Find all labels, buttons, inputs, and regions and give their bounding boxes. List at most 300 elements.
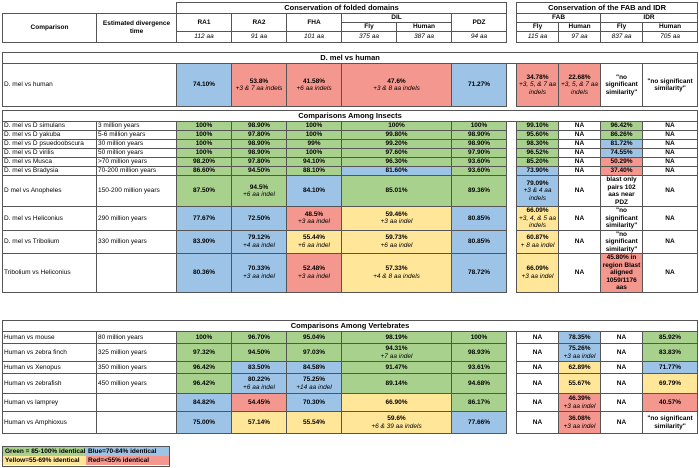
indel-note: +3 aa indel xyxy=(380,218,413,226)
cell-value: 94.50% xyxy=(247,348,271,356)
cell-value: 73.90% xyxy=(526,167,549,175)
row-divergence xyxy=(97,254,177,293)
cell-pdz xyxy=(452,158,507,167)
cell-fha xyxy=(287,344,342,362)
cell-value: 69.79% xyxy=(658,379,682,387)
cell-value: 97.03% xyxy=(302,348,326,356)
cell-ra1 xyxy=(177,131,232,140)
row-divergence: 150-200 million years xyxy=(97,176,177,207)
cell-value: NA xyxy=(532,418,543,426)
cell-value: 100% xyxy=(305,122,323,130)
cell-value: 100% xyxy=(195,140,213,148)
cell-value: 96.42% xyxy=(192,363,216,371)
cell-idr-fly xyxy=(601,254,643,293)
table-row xyxy=(3,140,698,149)
cell-pdz xyxy=(452,176,507,207)
cell-value: 97.80% xyxy=(247,131,271,139)
table-row xyxy=(3,332,698,344)
cell-value: 100% xyxy=(195,131,213,139)
cell-pdz xyxy=(452,412,507,434)
idr-fly-header: Fly xyxy=(601,23,643,32)
cell-ra2 xyxy=(232,344,287,362)
cell-value: 72.50% xyxy=(247,214,271,222)
cell-ra2 xyxy=(232,140,287,149)
cell-value: 86.17% xyxy=(467,398,491,406)
cell-value: 80.85% xyxy=(467,238,491,245)
cell-value: NA xyxy=(574,238,585,245)
cell-pdz xyxy=(452,167,507,176)
cell-idr-human xyxy=(643,230,698,254)
cell-value: 84.10% xyxy=(302,187,326,195)
cell-fab-fly xyxy=(517,362,559,374)
table-row xyxy=(3,230,698,254)
row-label: D. mel vs Bradysia xyxy=(3,167,97,176)
cell-idr-human xyxy=(643,176,698,207)
cell-fab-fly xyxy=(517,122,559,131)
cell-value: 78.72% xyxy=(467,269,491,276)
cell-pdz xyxy=(452,362,507,374)
row-label: Human vs zebrafish xyxy=(3,374,97,394)
cell-ra2 xyxy=(232,254,287,293)
cell-ra2 xyxy=(232,230,287,254)
row-divergence: 325 million years xyxy=(97,344,177,362)
table-row xyxy=(3,207,698,231)
cell-dil xyxy=(342,149,452,158)
cell-value: 100% xyxy=(388,122,405,130)
cell-fab-fly xyxy=(517,131,559,140)
cell-dil xyxy=(342,394,452,412)
cell-ra1 xyxy=(177,149,232,158)
cell-pdz xyxy=(452,131,507,140)
cell-value: 62.89% xyxy=(568,363,591,371)
cell-ra1 xyxy=(177,230,232,254)
cell-ra1 xyxy=(177,122,232,131)
cell-value: NA xyxy=(574,167,585,175)
cell-value: 87.50% xyxy=(192,187,216,195)
indel-note: +6 aa indel xyxy=(298,241,330,249)
cell-fab-human xyxy=(559,64,601,107)
cell-fha xyxy=(287,167,342,176)
fab-fly-header: Fly xyxy=(517,23,559,32)
cell-fab-fly xyxy=(517,412,559,434)
cell-fab-fly xyxy=(517,167,559,176)
cell-ra2 xyxy=(232,207,287,231)
cell-ra2 xyxy=(232,122,287,131)
cell-fha xyxy=(287,332,342,344)
cell-idr-human: "no significant similarity" xyxy=(643,64,698,107)
cell-value: 98.90% xyxy=(467,140,491,148)
cell-value: blast only pairs 102 aas near PDZ xyxy=(606,176,637,206)
cell-idr-human xyxy=(643,158,698,167)
row-divergence: 50 million years xyxy=(97,149,177,158)
table-row xyxy=(3,167,698,176)
cell-dil xyxy=(342,362,452,374)
cell-value: 96.30% xyxy=(385,158,408,166)
row-label: D. mel vs Heliconius xyxy=(3,207,97,231)
cell-idr-human xyxy=(643,362,698,374)
cell-value: 59.73% xyxy=(385,234,408,242)
cell-idr-fly xyxy=(601,167,643,176)
cell-fab-fly xyxy=(517,149,559,158)
cell-dil xyxy=(342,332,452,344)
cell-fab-human xyxy=(559,394,601,412)
row-divergence: 350 million years xyxy=(97,362,177,374)
cell-value: NA xyxy=(574,269,585,276)
cell-value: 88.10% xyxy=(302,167,326,175)
cell-value: 94.50% xyxy=(247,167,271,175)
cell-fha xyxy=(287,158,342,167)
cell-value: 99.80% xyxy=(385,131,408,139)
insects-table xyxy=(2,110,698,293)
section-title: Comparisons Among Vertebrates xyxy=(3,321,698,332)
legend-red: Red=<55% identical xyxy=(86,456,169,465)
cell-value: 83.50% xyxy=(247,363,271,371)
fab-human-length: 97 aa xyxy=(559,31,601,42)
fab-fly-length: 115 aa xyxy=(517,31,559,42)
indel-note: +3 aa indel xyxy=(563,402,596,410)
cell-value: NA xyxy=(665,238,675,245)
cell-dil xyxy=(342,374,452,394)
dmel-human-table xyxy=(2,52,698,107)
cell-ra1 xyxy=(177,167,232,176)
cell-value: 74.55% xyxy=(610,149,633,157)
cell-pdz xyxy=(452,344,507,362)
cell-value: 71.77% xyxy=(658,363,682,371)
cell-idr-human xyxy=(643,131,698,140)
cell-pdz xyxy=(452,140,507,149)
cell-value: 96.52% xyxy=(526,149,549,157)
cell-idr-fly xyxy=(601,149,643,158)
cell-value: 95.04% xyxy=(302,333,326,341)
cell-value: 59.46% xyxy=(385,210,408,218)
comparison-header: Comparison xyxy=(3,14,97,43)
indel-note: +6 aa indels xyxy=(296,85,332,92)
cell-fab-human xyxy=(559,167,601,176)
fab-human-header: Human xyxy=(559,23,601,32)
table-row xyxy=(3,394,698,412)
cell-value: NA xyxy=(532,398,543,406)
row-divergence xyxy=(97,412,177,434)
cell-value: 53.8% xyxy=(249,77,269,85)
cell-value: NA xyxy=(616,418,627,426)
cell-idr-fly xyxy=(601,344,643,362)
row-label: D. mel vs D simulans xyxy=(3,122,97,131)
cell-ra1 xyxy=(177,158,232,167)
cell-pdz xyxy=(452,122,507,131)
cell-dil xyxy=(342,412,452,434)
divergence-header: Estimated divergence time xyxy=(97,14,177,43)
cell-fab-fly xyxy=(517,64,559,107)
row-divergence: 450 million years xyxy=(97,374,177,394)
cell-value: 100% xyxy=(195,122,213,130)
cell-idr-fly xyxy=(601,176,643,207)
cell-value: 41.58% xyxy=(302,77,326,85)
cell-value: 84.58% xyxy=(302,363,326,371)
cell-idr-human xyxy=(643,167,698,176)
vertebrates-table xyxy=(2,320,698,434)
table-row xyxy=(3,374,698,394)
cell-value: 98.90% xyxy=(247,149,271,157)
col-idr: IDR xyxy=(601,14,698,23)
cell-ra2 xyxy=(232,394,287,412)
table-row xyxy=(3,412,698,434)
cell-value: 81.60% xyxy=(385,167,408,175)
cell-value: 48.5% xyxy=(304,210,324,218)
ra2-length: 91 aa xyxy=(232,31,287,42)
cell-value: 77.67% xyxy=(192,214,216,222)
cell-value: 60.87% xyxy=(526,234,549,242)
cell-fha xyxy=(287,176,342,207)
indel-note: +3, 5, & 7 aa indels xyxy=(560,81,599,96)
cell-value: 81.72% xyxy=(610,140,633,148)
cell-value: 98.19% xyxy=(385,333,408,341)
cell-value: NA xyxy=(616,363,627,371)
indel-note: +7 aa indel xyxy=(380,352,413,360)
cell-value: 22.68% xyxy=(568,73,591,81)
cell-value: NA xyxy=(532,348,543,356)
cell-dil xyxy=(342,230,452,254)
cell-value: 100% xyxy=(470,122,488,130)
cell-pdz xyxy=(452,374,507,394)
legend-blue: Blue=70-84% identical xyxy=(86,447,169,456)
cell-value: NA xyxy=(665,214,675,222)
cell-value: 80.36% xyxy=(192,269,216,276)
cell-value: 52.48% xyxy=(302,265,326,273)
cell-idr-human xyxy=(643,332,698,344)
cell-ra1: 74.10% xyxy=(177,64,232,107)
indel-note: +14 aa indel xyxy=(296,383,332,391)
cell-value: 83.83% xyxy=(658,348,682,356)
row-label: Human vs mouse xyxy=(3,332,97,344)
cell-value: NA xyxy=(665,167,675,175)
col-fab: FAB xyxy=(517,14,601,23)
cell-value: 99.20% xyxy=(385,140,408,148)
cell-ra1 xyxy=(177,412,232,434)
cell-fab-human xyxy=(559,158,601,167)
row-divergence: 5-6 million years xyxy=(97,131,177,140)
cell-dil xyxy=(342,158,452,167)
cell-value: 57.33% xyxy=(385,265,408,273)
cell-value: 75.26% xyxy=(568,345,591,352)
cell-value: 77.66% xyxy=(467,418,491,426)
cell-value: NA xyxy=(574,187,585,195)
table-row xyxy=(3,362,698,374)
cell-value: 46.39% xyxy=(568,395,591,402)
indel-note: +6 aa indel xyxy=(243,191,275,198)
cell-value: NA xyxy=(532,379,543,387)
cell-value: 97.60% xyxy=(385,149,408,157)
cell-value: 98.90% xyxy=(467,131,491,139)
cell-value: NA xyxy=(665,149,675,157)
cell-value: "no significant similarity" xyxy=(605,207,638,229)
cell-value: NA xyxy=(665,131,675,139)
cell-idr-fly xyxy=(601,332,643,344)
cell-fab-human xyxy=(559,149,601,158)
cell-dil xyxy=(342,344,452,362)
fab-idr-title: Conservation of the FAB and IDR xyxy=(517,3,698,14)
cell-value: NA xyxy=(665,269,675,276)
cell-ra1 xyxy=(177,140,232,149)
cell-value: 98.20% xyxy=(192,158,216,166)
indel-note: +3, 5, & 7 aa indels xyxy=(518,81,557,96)
cell-fha xyxy=(287,374,342,394)
cell-value: 55.44% xyxy=(302,234,326,242)
cell-idr-fly xyxy=(601,230,643,254)
indel-note: +3 & 7 aa indels xyxy=(235,85,283,92)
cell-value: 89.36% xyxy=(467,187,491,195)
cell-fha xyxy=(287,362,342,374)
cell-fab-human xyxy=(559,362,601,374)
cell-ra2 xyxy=(232,374,287,394)
cell-ra2 xyxy=(232,332,287,344)
cell-pdz xyxy=(452,230,507,254)
cell-value: 96.70% xyxy=(247,333,271,341)
cell-idr-fly xyxy=(601,122,643,131)
cell-value: 93.60% xyxy=(467,158,491,166)
row-label: Human vs Xenopus xyxy=(3,362,97,374)
cell-idr-human xyxy=(643,412,698,434)
row-label: Human vs Amphioxus xyxy=(3,412,97,434)
cell-value: NA xyxy=(616,398,627,406)
indel-note: +3 aa indel xyxy=(563,352,596,360)
cell-fha xyxy=(287,131,342,140)
row-label: D. mel vs D yakuba xyxy=(3,131,97,140)
cell-fha xyxy=(287,394,342,412)
cell-ra2 xyxy=(232,131,287,140)
table-row xyxy=(3,122,698,131)
table-row xyxy=(3,131,698,140)
indel-note: +4 & 8 aa indels xyxy=(373,272,420,280)
cell-value: "no significant similarity" xyxy=(647,415,693,430)
cell-value: 36.08% xyxy=(568,415,591,422)
cell-value: 98.90% xyxy=(247,140,271,148)
cell-fab-fly xyxy=(517,140,559,149)
cell-value: 45.80% in region Blast aligned 1059/1176 aas xyxy=(602,254,641,291)
cell-fab-fly xyxy=(517,158,559,167)
cell-value: 79.12% xyxy=(247,234,271,242)
cell-dil xyxy=(342,64,452,107)
cell-value: NA xyxy=(665,122,675,130)
cell-value: 98.90% xyxy=(247,122,271,130)
dil-human-length: 387 aa xyxy=(397,31,452,42)
cell-value: 98.30% xyxy=(526,140,549,148)
cell-value: "no significant similarity" xyxy=(605,230,638,253)
cell-pdz xyxy=(452,207,507,231)
row-divergence: 80 million years xyxy=(97,332,177,344)
cell-ra2 xyxy=(232,362,287,374)
cell-value: 93.61% xyxy=(467,363,491,371)
indel-note: +6 aa indel xyxy=(380,241,413,249)
legend-yellow: Yellow=55-69% identical xyxy=(3,456,86,465)
cell-pdz xyxy=(452,254,507,293)
cell-value: NA xyxy=(574,158,585,166)
cell-value: 47.6% xyxy=(387,77,406,85)
cell-ra1 xyxy=(177,344,232,362)
cell-value: 85.01% xyxy=(385,187,408,195)
cell-fha xyxy=(287,230,342,254)
cell-value: NA xyxy=(532,333,543,341)
cell-value: NA xyxy=(665,158,675,166)
cell-ra2 xyxy=(232,64,287,107)
row-label: D mel vs Anopheles xyxy=(3,176,97,207)
cell-ra2 xyxy=(232,167,287,176)
row-label: D. mel vs human xyxy=(3,64,177,107)
cell-value: NA xyxy=(616,333,627,341)
col-pdz: PDZ xyxy=(452,14,507,32)
col-ra1: RA1 xyxy=(177,14,232,32)
cell-fha xyxy=(287,140,342,149)
indel-note: +3 & 4 aa indels xyxy=(523,187,552,202)
cell-ra1 xyxy=(177,332,232,344)
cell-value: 78.35% xyxy=(568,333,591,341)
cell-fab-fly xyxy=(517,254,559,293)
row-divergence: >70 million years xyxy=(97,158,177,167)
cell-idr-fly xyxy=(601,412,643,434)
section-title: Comparisons Among Insects xyxy=(3,111,698,122)
cell-value: 98.93% xyxy=(467,348,491,356)
cell-fha xyxy=(287,207,342,231)
cell-fab-human xyxy=(559,176,601,207)
cell-dil xyxy=(342,176,452,207)
table-row xyxy=(3,149,698,158)
cell-value: 99% xyxy=(307,140,321,148)
cell-value: 50.29% xyxy=(610,158,633,166)
cell-pdz xyxy=(452,394,507,412)
cell-value: 54.45% xyxy=(247,398,271,406)
cell-value: 100% xyxy=(305,131,323,139)
cell-fab-human xyxy=(559,140,601,149)
cell-value: 99.10% xyxy=(526,122,549,130)
table-row xyxy=(3,176,698,207)
row-label: Tribolium vs Heliconius xyxy=(3,254,97,293)
cell-value: 85.20% xyxy=(526,158,549,166)
cell-fha xyxy=(287,412,342,434)
cell-value: 79.09% xyxy=(526,179,549,187)
cell-idr-fly xyxy=(601,374,643,394)
cell-value: NA xyxy=(616,348,627,356)
cell-value: 75.00% xyxy=(192,418,216,426)
cell-dil xyxy=(342,207,452,231)
cell-idr-fly: "no significant similarity" xyxy=(601,64,643,107)
cell-idr-human xyxy=(643,254,698,293)
ra1-length: 112 aa xyxy=(177,31,232,42)
indel-note: +3 aa indel xyxy=(298,218,330,226)
row-label: Human vs lamprey xyxy=(3,394,97,412)
cell-value: 40.57% xyxy=(658,398,682,406)
indel-note: +6 aa indel xyxy=(243,383,275,391)
col-dil: DIL xyxy=(342,14,452,23)
cell-value: 80.85% xyxy=(467,214,491,222)
cell-value: 55.54% xyxy=(302,418,326,426)
cell-dil xyxy=(342,140,452,149)
cell-ra2 xyxy=(232,149,287,158)
cell-value: NA xyxy=(574,140,585,148)
cell-value: 66.09% xyxy=(526,207,549,214)
indel-note: +4 aa indel xyxy=(243,241,275,249)
idr-fly-length: 837 aa xyxy=(601,31,643,42)
cell-ra2 xyxy=(232,176,287,207)
cell-value: 91.47% xyxy=(385,363,408,371)
cell-fab-human xyxy=(559,230,601,254)
row-divergence: 70-200 million years xyxy=(97,167,177,176)
cell-idr-human xyxy=(643,149,698,158)
cell-value: 100% xyxy=(470,333,488,341)
cell-value: NA xyxy=(574,214,585,222)
dil-fly-header: Fly xyxy=(342,23,397,32)
cell-value: 70.33% xyxy=(247,265,271,273)
indel-note: +3, 4, & 5 aa indels xyxy=(518,214,557,229)
cell-ra2 xyxy=(232,158,287,167)
